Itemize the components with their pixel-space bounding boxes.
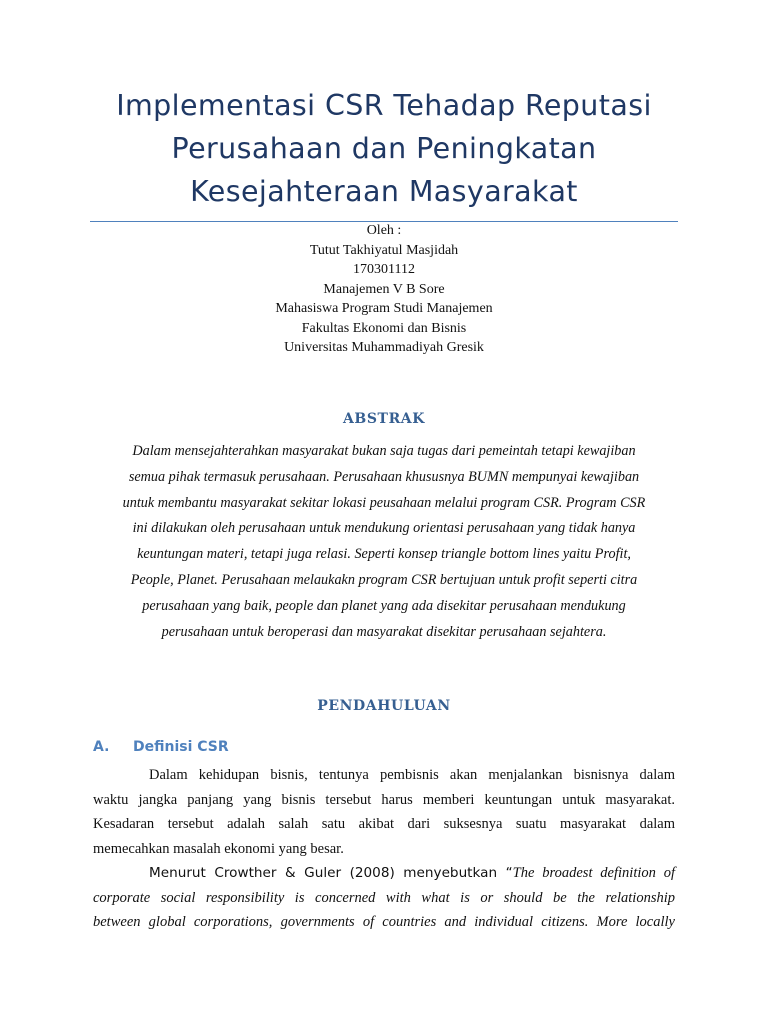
title-line-1: Implementasi CSR Tehadap Reputasi xyxy=(116,89,652,122)
paragraph-line: waktu jangka panjang yang bisnis tersebut harus memberi keuntungan untuk masyarakat. xyxy=(93,791,675,808)
abstract-line: Dalam mensejahterahkan masyarakat bukan saja tugas dari pemeintah tetapi kewajiban xyxy=(132,443,636,459)
paragraph-line xyxy=(93,886,675,911)
section-a-title: Definisi CSR xyxy=(133,739,229,755)
section-a-heading xyxy=(93,739,229,755)
author-class: Manajemen V B Sore xyxy=(323,281,445,297)
paragraph-line: Kesadaran tersebut adalah salah satu akibat dari suksesnya suatu masyarakat dalam xyxy=(93,816,675,832)
paragraph-line xyxy=(93,910,675,935)
paragraph-line: Dalam kehidupan bisnis, tentunya pembisnis akan menjalankan bisnisnya dalam xyxy=(149,767,675,783)
abstract-line: perusahaan yang baik, people dan planet yang ada disekitar perusahaan mendukung xyxy=(142,597,626,614)
paragraph-2 xyxy=(93,861,675,935)
abstract-line: perusahaan untuk beroperasi dan masyarakat disekitar perusahaan sejahtera. xyxy=(161,623,607,640)
abstract-line: People, Planet. Perusahaan melaukakn program CSR bertujuan untuk profit seperti citra xyxy=(130,571,638,588)
quote-start: The broadest definition of xyxy=(512,865,675,881)
intro-heading: PENDAHULUAN xyxy=(317,698,451,714)
abstract-line: ini dilakukan oleh perusahaan untuk mendukung orientasi perusahaan yang tidak hanya xyxy=(132,520,636,537)
title-line-3: Kesejahteraan Masyarakat xyxy=(190,175,578,208)
title-line-2: Perusahaan dan Peningkatan xyxy=(171,132,597,165)
author-by-label: Oleh : xyxy=(366,223,402,238)
citation-lead: Menurut Crowther & Guler (2008) menyebutkan “ xyxy=(149,865,513,881)
abstract-line: semua pihak termasuk perusahaan. Perusahaan khususnya BUMN mempunyai kewajiban xyxy=(128,468,640,485)
author-name: Tutut Takhiyatul Masjidah xyxy=(309,242,459,258)
document-title xyxy=(90,84,678,213)
author-program: Mahasiswa Program Studi Manajemen xyxy=(275,301,493,316)
author-university: Universitas Muhammadiyah Gresik xyxy=(284,340,484,355)
abstract-line: keuntungan materi, tetapi juga relasi. Seperti konsep triangle bottom lines yaitu Profit, xyxy=(137,546,631,563)
paragraph-1 xyxy=(93,763,675,861)
quote-line: between global corporations, governments of countries and individual citizens. More locally xyxy=(93,914,675,930)
paragraph-line: memecahkan masalah ekonomi yang besar. xyxy=(93,840,344,857)
abstract-body xyxy=(90,439,678,645)
author-student-id: 170301112 xyxy=(353,262,415,277)
quote-line: corporate social responsibility is concerned with what is or should be the relationship xyxy=(93,889,675,906)
abstract-line: untuk membantu masyarakat sekitar lokasi peusahaan melalui program CSR. Program CSR xyxy=(122,494,646,511)
author-block xyxy=(90,221,678,358)
abstract-heading: ABSTRAK xyxy=(342,411,426,427)
section-a-number: A. xyxy=(93,739,110,755)
paragraph-line xyxy=(93,861,675,886)
author-faculty: Fakultas Ekonomi dan Bisnis xyxy=(301,320,467,336)
